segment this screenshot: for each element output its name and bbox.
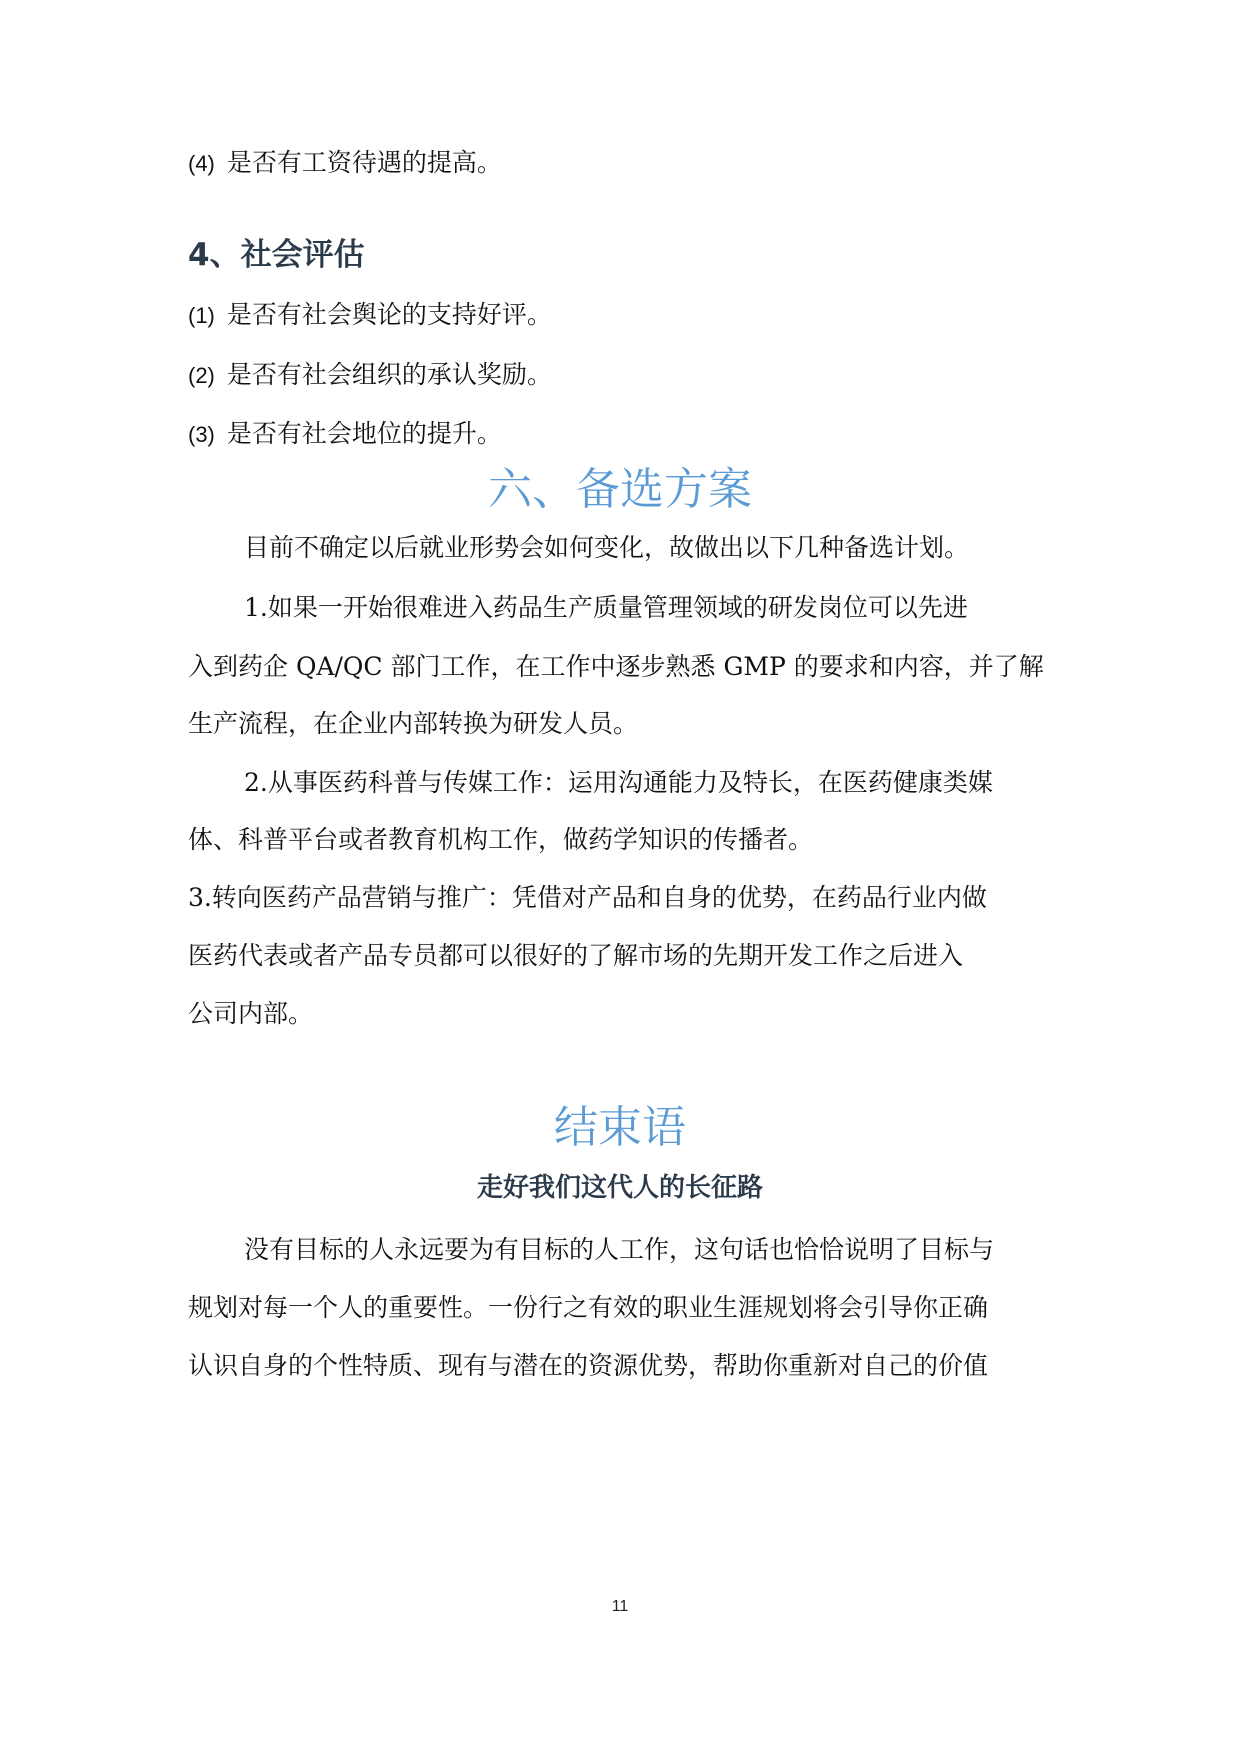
alt-plan-3-line-2: 医药代表或者产品专员都可以很好的了解市场的先期开发工作之后进入 (188, 941, 964, 970)
conclusion-line-2: 规划对每一个人的重要性。一份行之有效的职业生涯规划将会引导你正确 (188, 1293, 989, 1322)
item-text: 是否有社会地位的提升。 (226, 419, 502, 448)
alt-plan-2-line-1: 2.从事医药科普与传媒工作：运用沟通能力及特长，在医药健康类媒 (244, 768, 993, 797)
alt-plan-2-line-2: 体、科普平台或者教育机构工作，做药学知识的传播者。 (188, 825, 814, 854)
item-text: 是否有社会组织的承认奖励。 (226, 360, 552, 389)
alt-plan-3-line-3: 公司内部。 (188, 999, 314, 1028)
item-text: 是否有社会舆论的支持好评。 (226, 300, 552, 329)
work-eval-item-4 (188, 145, 1058, 182)
alt-plan-1-line-1: 1.如果一开始很难进入药品生产质量管理领域的研发岗位可以先进 (244, 593, 968, 622)
social-eval-item-2 (188, 357, 1058, 394)
item-number: (2) (188, 363, 215, 388)
alt-plan-1-line-3: 生产流程，在企业内部转换为研发人员。 (188, 709, 639, 738)
social-eval-item-1 (188, 297, 1058, 334)
conclusion-title: 结束语 (554, 1102, 686, 1153)
conclusion-line-1: 没有目标的人永远要为有目标的人工作，这句话也恰恰说明了目标与 (244, 1235, 995, 1264)
social-eval-heading: 4、社会评估 (188, 237, 365, 273)
item-number: (4) (188, 151, 215, 176)
alternatives-title: 六、备选方案 (488, 464, 752, 515)
item-text: 是否有工资待遇的提高。 (226, 148, 502, 177)
alt-plan-1-line-2: 入到药企 QA/QC 部门工作，在工作中逐步熟悉 GMP 的要求和内容，并了解 (188, 652, 1044, 681)
item-number: (3) (188, 422, 215, 447)
page-number: 11 (611, 1598, 629, 1615)
conclusion-subtitle: 走好我们这代人的长征路 (476, 1173, 763, 1203)
social-eval-item-3 (188, 416, 1058, 453)
alt-plan-3-line-1: 3.转向医药产品营销与推广：凭借对产品和自身的优势，在药品行业内做 (188, 883, 987, 912)
conclusion-line-3: 认识自身的个性特质、现有与潜在的资源优势，帮助你重新对自己的价值 (188, 1351, 989, 1380)
alternatives-intro: 目前不确定以后就业形势会如何变化，故做出以下几种备选计划。 (244, 533, 970, 562)
item-number: (1) (188, 303, 215, 328)
